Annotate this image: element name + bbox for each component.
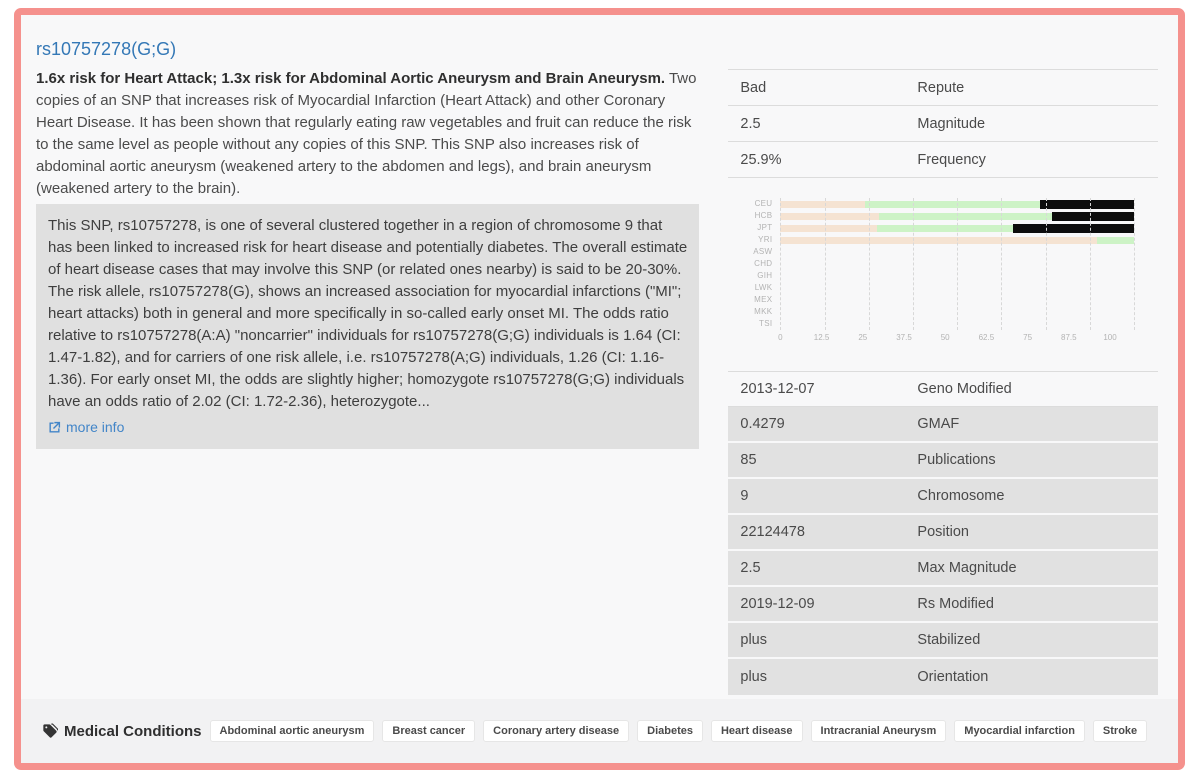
stat-value: 85 (740, 452, 757, 468)
stat-row (728, 142, 1158, 178)
stat-row (728, 623, 1158, 659)
chart-bar-row (780, 246, 1134, 258)
chart-category-label: CEU (754, 199, 773, 208)
stat-label: Orientation (917, 669, 989, 685)
chart-segment-black (1052, 212, 1134, 221)
snp-report-card (14, 8, 1185, 770)
medical-conditions-heading: Medical Conditions (64, 722, 202, 740)
stat-value: 2.5 (740, 115, 761, 132)
chart-bar-row (780, 234, 1134, 246)
axis-tick-label: 50 (940, 333, 950, 342)
axis-tick-label: 87.5 (1061, 333, 1077, 342)
stat-label: Stabilized (917, 632, 981, 648)
chart-category-label: YRI (758, 235, 773, 244)
axis-tick-label: 100 (1103, 333, 1117, 342)
condition-tag[interactable]: Intracranial Aneurysm (811, 720, 947, 742)
stat-row (728, 551, 1158, 587)
more-info-link[interactable] (48, 416, 124, 438)
snp-title-link[interactable]: rs10757278(G;G) (36, 39, 177, 59)
chart-segment-black (1040, 200, 1134, 209)
stat-row (728, 70, 1158, 106)
stat-value: 25.9% (740, 151, 782, 168)
chart-segment-green (877, 225, 1013, 232)
more-info-label: more info (66, 419, 125, 435)
chart-segment-black (1013, 224, 1134, 233)
left-column (36, 15, 699, 699)
stat-value: plus (740, 632, 767, 648)
stat-label: Max Magnitude (917, 560, 1017, 576)
chart-category-label: TSI (759, 319, 773, 328)
stat-value: 9 (740, 488, 749, 504)
stat-label: GMAF (917, 416, 960, 432)
tags-icon (42, 723, 58, 739)
stat-value: 2013-12-07 (740, 381, 815, 397)
condition-tag[interactable]: Stroke (1093, 720, 1147, 742)
condition-tag[interactable]: Breast cancer (382, 720, 475, 742)
axis-tick-label: 0 (778, 333, 783, 342)
chart-category-label: GIH (757, 271, 773, 280)
stats-table-top (728, 69, 1158, 178)
chart-bar-row (780, 210, 1134, 222)
risk-summary-text: Two copies of an SNP that increases risk of Myocardial Infarction (Heart Attack) and other Coronary Heart Disease. It has been shown that regularly eating raw vegetables and fruit can reduce the risk to the same level as people without any copies of this SNP. This SNP also increases risk of abdominal aortic aneurysm (weakened artery to the abdomen and legs), and brain aneurysm (weakened artery to the brain). (36, 70, 697, 197)
stats-table-bottom (728, 371, 1158, 695)
chart-bar-row (780, 270, 1134, 282)
axis-tick-label: 62.5 (978, 333, 995, 342)
stat-label: Rs Modified (917, 596, 994, 612)
chart-x-axis (778, 333, 1117, 345)
chart-bar-row (780, 306, 1134, 318)
chart-segment-tan (780, 201, 865, 208)
stat-row (728, 371, 1158, 407)
chart-segment-green (879, 213, 1052, 220)
chart-bar-row (780, 294, 1134, 306)
axis-tick-label: 12.5 (813, 333, 830, 342)
stat-label: Repute (917, 79, 965, 96)
condition-tags (210, 720, 1148, 742)
description-box (36, 204, 699, 449)
description-text: This SNP, rs10757278, is one of several clustered together in a region of chromosome 9 that has been linked to increased risk for heart disease and potentially diabetes. The overall estimate of heart disease cases that may involve this SNP (or related ones nearby) is said to be 20-30%. The risk allele, rs10757278(G), shows an increased association for myocardial infarctions ("MI"; heart attacks) both in general and more specifically in so-called early onset MI. The odds ratio relative to rs10757278(A:A) "noncarrier" individuals for rs10757278(G;G) individuals is 1.64 (CI: 1.47-1.82), and for carriers of one risk allele, i.e. rs10757278(A;G) individuals, 1.26 (CI: 1.16-1.36). For early onset MI, the odds are slightly higher; homozygote rs10757278(G;G) individuals have an odds ratio of 2.02 (CI: 1.72-2.36), heterozygote... (48, 217, 688, 410)
chart-plot-area (780, 198, 1134, 330)
condition-tag[interactable]: Abdominal aortic aneurysm (210, 720, 375, 742)
chart-segment-tan (780, 213, 879, 220)
stat-label: Publications (917, 452, 996, 468)
chart-bars (780, 198, 1134, 330)
chart-bar-row (780, 222, 1134, 234)
chart-category-label: LWK (754, 283, 773, 292)
chart-segment-green (865, 201, 1040, 208)
main-content (21, 15, 1178, 699)
chart-category-label: MKK (754, 307, 773, 316)
axis-tick-label: 37.5 (896, 333, 912, 342)
chart-category-label: HCB (754, 211, 773, 220)
chart-segment-green (1097, 237, 1134, 244)
stat-value: 22124478 (740, 524, 805, 540)
chart-category-label: CHD (754, 259, 773, 268)
condition-tag[interactable]: Heart disease (711, 720, 803, 742)
stat-value: 2019-12-09 (740, 596, 815, 612)
stat-label: Position (917, 524, 969, 540)
axis-tick-label: 75 (1023, 333, 1033, 342)
medical-conditions-bar (21, 699, 1178, 763)
stat-label: Geno Modified (917, 381, 1012, 397)
chart-bar-row (780, 198, 1134, 210)
condition-tag[interactable]: Coronary artery disease (483, 720, 629, 742)
stat-label: Frequency (917, 151, 986, 168)
stat-value: plus (740, 669, 767, 685)
stat-row (728, 479, 1158, 515)
gridline (1134, 198, 1135, 330)
population-frequency-chart (728, 198, 1158, 345)
stat-label: Magnitude (917, 115, 986, 132)
chart-category-label: ASW (753, 247, 773, 256)
stat-row (728, 106, 1158, 142)
right-column (728, 15, 1158, 699)
risk-summary-bold: 1.6x risk for Heart Attack; 1.3x risk for Abdominal Aortic Aneurysm and Brain Aneurysm. (36, 70, 666, 87)
chart-bar-row (780, 318, 1134, 330)
chart-category-labels (728, 198, 780, 330)
stat-value: 2.5 (740, 560, 761, 576)
stat-row (728, 443, 1158, 479)
stat-value: Bad (740, 79, 767, 96)
stat-row (728, 659, 1158, 695)
stat-value: 0.4279 (740, 416, 785, 432)
external-link-icon (48, 421, 61, 434)
chart-segment-tan (780, 225, 877, 232)
stat-row (728, 515, 1158, 551)
chart-category-label: JPT (757, 223, 773, 232)
axis-tick-label: 25 (858, 333, 868, 342)
chart-bar-row (780, 258, 1134, 270)
condition-tag[interactable]: Myocardial infarction (954, 720, 1085, 742)
stat-row (728, 407, 1158, 443)
chart-segment-tan (780, 237, 1096, 244)
stat-row (728, 587, 1158, 623)
condition-tag[interactable]: Diabetes (637, 720, 703, 742)
stat-label: Chromosome (917, 488, 1005, 504)
chart-bar-row (780, 282, 1134, 294)
chart-category-label: MEX (754, 295, 773, 304)
risk-summary-paragraph (36, 68, 699, 200)
